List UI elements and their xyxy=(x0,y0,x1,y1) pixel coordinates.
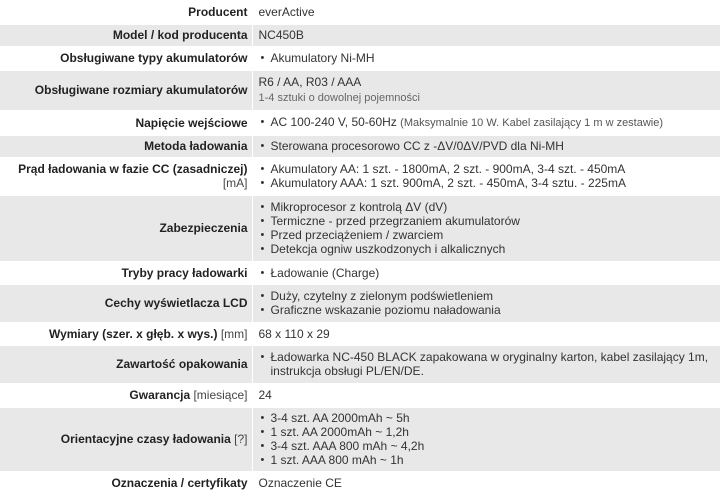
table-row xyxy=(0,284,720,322)
list-item: • 3-4 szt. AA 2000mAh ~ 5h xyxy=(271,411,713,425)
row-value-charge-current xyxy=(252,157,720,195)
list-item: • 1 szt. AAA 800 mAh ~ 1h xyxy=(271,453,713,467)
table-row xyxy=(0,46,720,70)
row-label-modes: Tryby pracy ładowarki xyxy=(0,261,252,284)
row-label-certificates: Oznaczenia / certyfikaty xyxy=(0,471,252,495)
table-row xyxy=(0,322,720,345)
row-label-input-voltage: Napięcie wejściowe xyxy=(0,110,252,135)
row-label-battery-types: Obsługiwane typy akumulatorów xyxy=(0,46,252,70)
sizes-subline: 1-4 sztuki o dowolnej pojemności xyxy=(258,92,420,104)
table-row xyxy=(0,407,720,471)
table-row xyxy=(0,383,720,407)
unit-text: [miesiące] xyxy=(193,388,248,402)
row-label-producent: Producent xyxy=(0,0,252,24)
row-value-certificates: Oznaczenie CE xyxy=(252,471,720,495)
row-label-protections: Zabezpieczenia xyxy=(0,195,252,261)
row-value-warranty: 24 xyxy=(252,383,720,407)
voltage-text: AC 100-240 V, 50-60Hz xyxy=(270,115,397,129)
row-label-battery-sizes: Obsługiwane rozmiary akumulatorów xyxy=(0,70,252,110)
unit-text: [mA] xyxy=(222,176,248,190)
unit-text: [mm] xyxy=(220,326,248,341)
list-item: • Mikroprocesor z kontrolą ΔV (dV) xyxy=(271,200,713,214)
list-item xyxy=(271,115,713,130)
row-value-input-voltage xyxy=(252,110,720,135)
label-text: Prąd ładowania w fazie CC (zasadniczej) xyxy=(18,162,248,176)
row-label-model: Model / kod producenta xyxy=(0,24,252,46)
table-row xyxy=(0,110,720,135)
table-row xyxy=(0,157,720,195)
table-row xyxy=(0,471,720,495)
list-item: • Akumulatory Ni-MH xyxy=(271,51,713,65)
sizes-line: R6 / AA, R03 / AAA xyxy=(258,75,362,89)
row-value-protections xyxy=(252,195,720,261)
table-row xyxy=(0,345,720,383)
label-text: Gwarancja xyxy=(129,388,191,402)
row-value-battery-sizes xyxy=(252,70,720,110)
row-value-charge-method xyxy=(252,135,720,157)
list-item: • 3-4 szt. AAA 800 mAh ~ 4,2h xyxy=(271,439,713,453)
list-item: • Ładowarka NC-450 BLACK zapakowana w oryginalny karton, kabel zasilający 1m, instrukcja obsługi PL/EN/DE. xyxy=(271,350,713,378)
list-item: • Duży, czytelny z zielonym podświetleniem xyxy=(271,289,713,303)
label-text: Wymiary (szer. x głęb. x wys.) xyxy=(48,326,218,341)
list-item: • Przed przeciążeniem / zwarciem xyxy=(271,228,713,242)
row-value-battery-types xyxy=(252,46,720,70)
row-label-charge-method: Metoda ładowania xyxy=(0,135,252,157)
list-item: • Ładowanie (Charge) xyxy=(271,266,713,280)
voltage-note: (Maksymalnie 10 W. Kabel zasilający 1 m w zestawie) xyxy=(400,117,664,129)
table-row xyxy=(0,70,720,110)
list-item: • Termiczne - przed przegrzaniem akumulatorów xyxy=(271,214,713,228)
row-label-charge-times xyxy=(0,407,252,471)
row-value-dimensions: 68 x 110 x 29 xyxy=(252,322,720,345)
list-item: • Akumulatory AAA: 1 szt. 900mA, 2 szt. - 450mA, 3-4 sztu. - 225mA xyxy=(271,176,713,190)
row-label-package: Zawartość opakowania xyxy=(0,345,252,383)
row-value-modes xyxy=(252,261,720,284)
row-value-producent: everActive xyxy=(252,0,720,24)
list-item: • Sterowana procesorowo CC z -ΔV/0ΔV/PVD dla Ni-MH xyxy=(271,139,713,153)
row-value-lcd xyxy=(252,284,720,322)
list-item: • Akumulatory AA: 1 szt. - 1800mA, 2 szt. - 900mA, 3-4 szt. - 450mA xyxy=(271,162,713,176)
list-item: • Detekcja ogniw uszkodzonych i alkalicznych xyxy=(271,242,713,256)
list-item: • Graficzne wskazanie poziomu naładowania xyxy=(271,303,713,317)
row-value-package xyxy=(252,345,720,383)
row-value-model: NC450B xyxy=(252,24,720,46)
table-row xyxy=(0,24,720,46)
row-label-charge-current xyxy=(0,157,252,195)
table-row xyxy=(0,261,720,284)
table-row xyxy=(0,0,720,24)
table-row xyxy=(0,195,720,261)
label-text: Orientacyjne czasy ładowania xyxy=(60,432,231,446)
list-item: • 1 szt. AA 2000mAh ~ 1,2h xyxy=(271,425,713,439)
row-label-lcd: Cechy wyświetlacza LCD xyxy=(0,284,252,322)
unit-text: [?] xyxy=(234,432,248,446)
table-row xyxy=(0,135,720,157)
row-label-dimensions xyxy=(0,322,252,345)
row-value-charge-times xyxy=(252,407,720,471)
row-label-warranty xyxy=(0,383,252,407)
